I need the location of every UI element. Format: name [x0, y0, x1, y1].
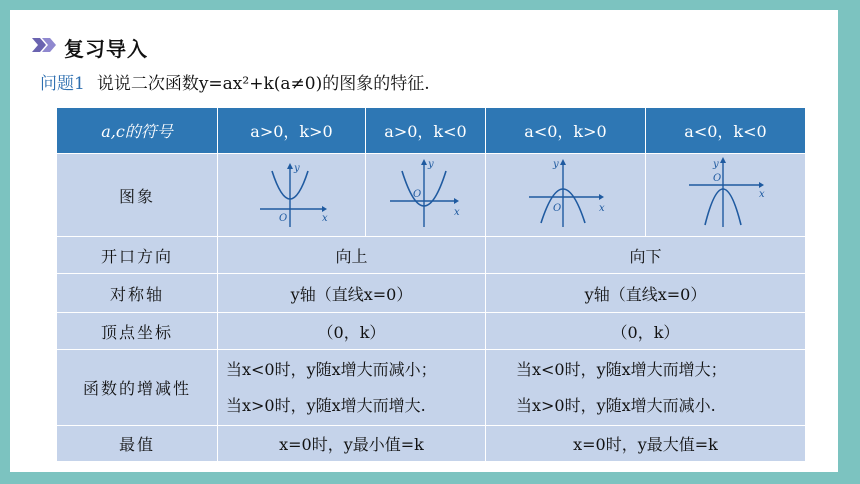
header-cell: a>0，k<0 [366, 108, 486, 154]
row-label: 最值 [57, 426, 218, 462]
origin-label: O [552, 203, 561, 214]
section-title: 复习导入 [64, 37, 148, 61]
graph-down-below [683, 157, 769, 229]
axis-row [57, 274, 806, 313]
row-label: 对称轴 [57, 274, 218, 313]
opening-up: 向上 [218, 237, 486, 274]
graph-up-below [386, 157, 466, 229]
axis-label-x: x [598, 203, 605, 214]
origin-label: O [712, 173, 721, 184]
graph-cell [366, 154, 486, 237]
graph-cell [218, 154, 366, 237]
axis-label-x: x [758, 189, 765, 200]
axis-label-y: y [427, 159, 434, 170]
axis-label-y: y [293, 163, 300, 174]
monotonic-up [218, 350, 486, 426]
row-label: 开口方向 [57, 237, 218, 274]
vertex-value-up: （0，k） [218, 313, 486, 350]
graph-cell [646, 154, 806, 237]
axis-label-y: y [712, 159, 719, 170]
extreme-up: x=0时，y最小值=k [218, 426, 486, 462]
axis-label-x: x [453, 207, 460, 218]
vertex-value-down: （0，k） [486, 313, 806, 350]
monotonic-down-line1: 当x<0时，y随x增大而增大； [516, 359, 727, 379]
opening-down: 向下 [486, 237, 806, 274]
monotonic-up-line1: 当x<0时，y随x增大而减小； [226, 359, 437, 379]
graph-down-above [523, 157, 609, 229]
origin-label: O [278, 213, 287, 224]
question-label: 问题1 [40, 74, 85, 94]
monotonic-up-line2: 当x>0时，y随x增大而增大. [226, 395, 426, 415]
row-label: 顶点坐标 [57, 313, 218, 350]
graph-up-above [252, 157, 332, 229]
axis-label-y: y [552, 159, 559, 170]
header-cell: a<0，k<0 [646, 108, 806, 154]
chevron-icon [32, 38, 62, 52]
opening-row [57, 237, 806, 274]
axis-value-up: y轴（直线x=0） [218, 274, 486, 313]
monotonic-down-line2: 当x>0时，y随x增大而减小. [516, 395, 716, 415]
question [40, 69, 430, 94]
origin-label: O [412, 189, 421, 200]
axis-label-x: x [321, 213, 328, 224]
vertex-row [57, 313, 806, 350]
extreme-row [57, 426, 806, 462]
header-cell: a>0，k>0 [218, 108, 366, 154]
monotonic-down [486, 350, 806, 426]
question-text: 说说二次函数y=ax²+k(a≠0)的图象的特征. [96, 74, 430, 94]
header-cell: a<0，k>0 [486, 108, 646, 154]
row-label: 函数的增减性 [57, 350, 218, 426]
bottom-bar [0, 472, 860, 484]
monotonic-row [57, 350, 806, 426]
axis-value-down: y轴（直线x=0） [486, 274, 806, 313]
row-label: 图象 [57, 154, 218, 237]
graph-row [57, 154, 806, 237]
graph-cell [486, 154, 646, 237]
header-cell: a,c的符号 [57, 108, 218, 154]
extreme-down: x=0时，y最大值=k [486, 426, 806, 462]
header-row [57, 108, 806, 154]
summary-table [56, 107, 806, 462]
